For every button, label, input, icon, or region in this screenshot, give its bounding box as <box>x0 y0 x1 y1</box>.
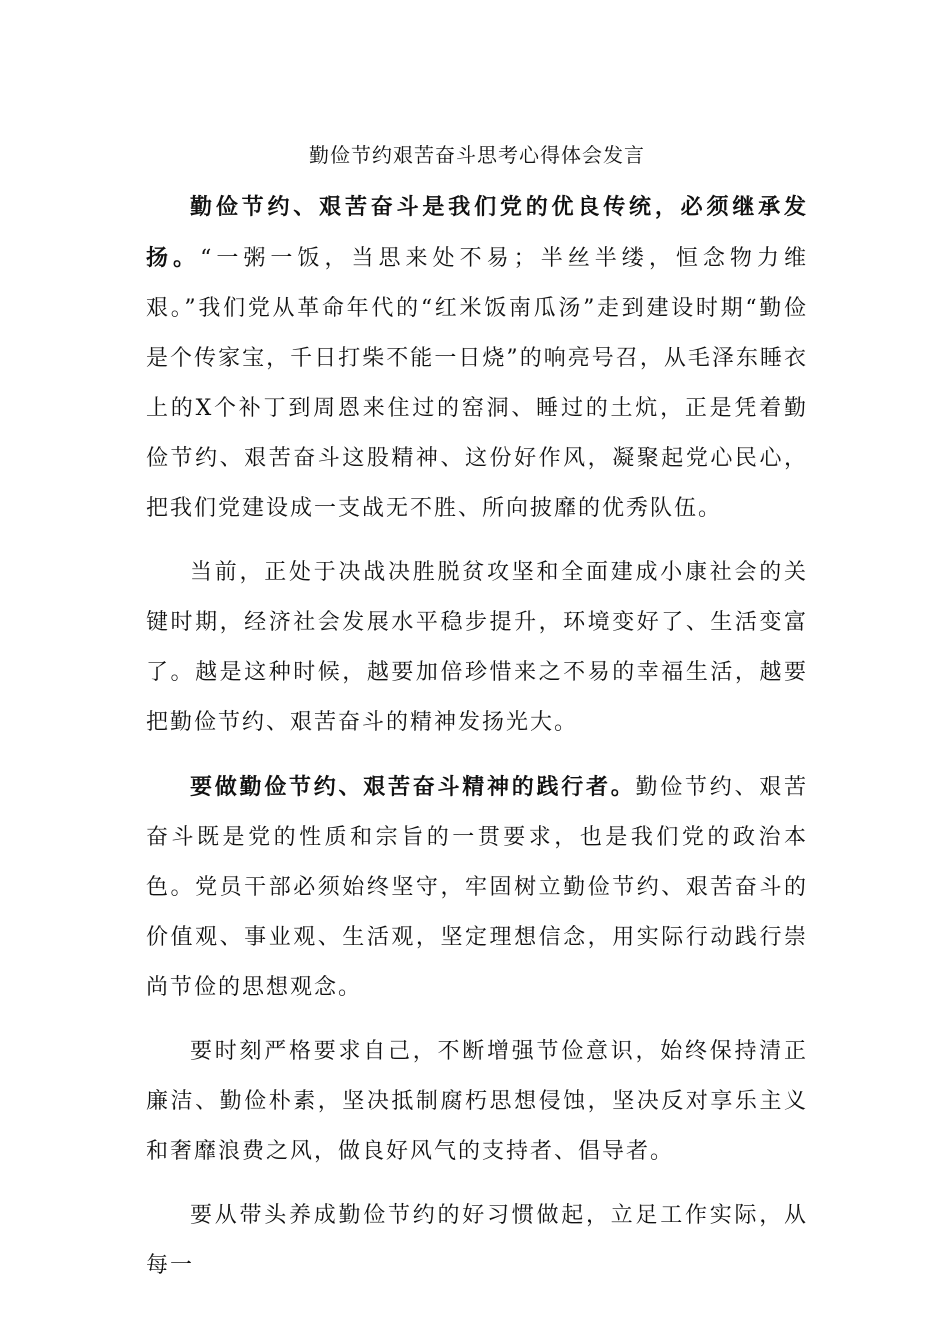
paragraph-3-lead: 要做勤俭节约、艰苦奋斗精神的践行者。 <box>190 774 636 800</box>
paragraph-1-text: “一粥一饭，当思来处不易；半丝半缕，恒念物力维艰。”我们党从革命年代的“红米饭南瓜汤”走到建设时期“勤俭是个传家宝，千日打柴不能一日烧”的响亮号召，从毛泽东睡衣上的X个补丁到周恩来住过的窑洞、睡过的土炕，正是凭着勤俭节约、艰苦奋斗这股精神、这份好作风，凝聚起党心民心，把我们党建设成一支战无不胜、所向披靡的优秀队伍。 <box>146 246 808 521</box>
document-title: 勤俭节约艰苦奋斗思考心得体会发言 <box>309 143 645 167</box>
paragraph-2-text: 当前，正处于决战决胜脱贫攻坚和全面建成小康社会的关键时期，经济社会发展水平稳步提升，环境变好了、生活变富了。越是这种时候，越要加倍珍惜来之不易的幸福生活，越要把勤俭节约、艰苦奋斗的精神发扬光大。 <box>146 560 808 735</box>
paragraph-1 <box>146 182 808 534</box>
paragraph-3 <box>146 762 808 1013</box>
paragraph-2 <box>146 548 808 748</box>
paragraph-5-text: 要从带头养成勤俭节约的好习惯做起，立足工作实际，从每一 <box>146 1203 808 1278</box>
paragraph-5 <box>146 1191 808 1291</box>
paragraph-1-lead: 勤俭节约、艰苦奋斗是我们党的优良传统，必须继承发扬。 <box>146 194 808 271</box>
paragraph-3-text: 勤俭节约、艰苦奋斗既是党的性质和宗旨的一贯要求，也是我们党的政治本色。党员干部必须始终坚守，牢固树立勤俭节约、艰苦奋斗的价值观、事业观、生活观，坚定理想信念，用实际行动践行崇尚节俭的思想观念。 <box>146 775 808 1000</box>
paragraph-4 <box>146 1027 808 1177</box>
paragraph-4-text: 要时刻严格要求自己，不断增强节俭意识，始终保持清正廉洁、勤俭朴素，坚决抵制腐朽思想侵蚀，坚决反对享乐主义和奢靡浪费之风，做良好风气的支持者、倡导者。 <box>146 1039 808 1164</box>
